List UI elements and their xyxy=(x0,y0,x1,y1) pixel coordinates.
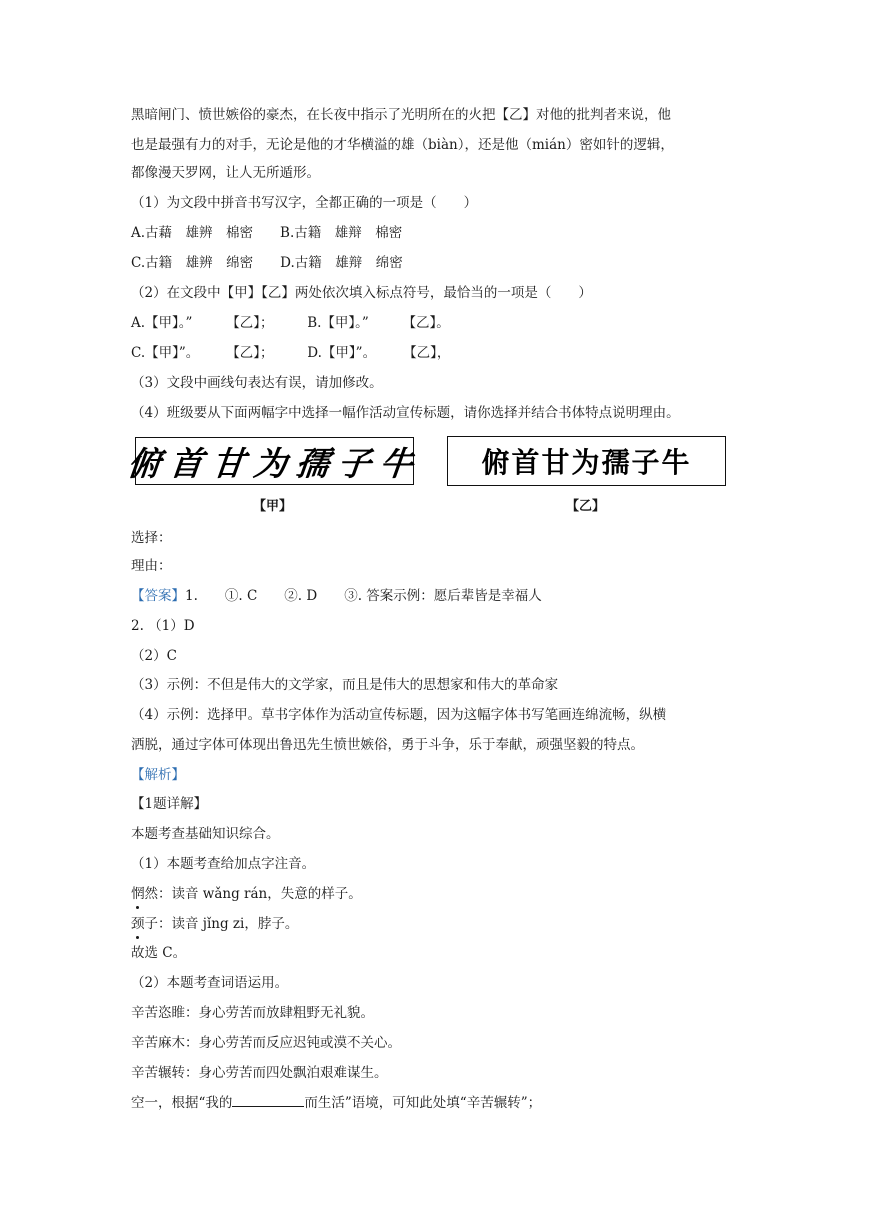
calligraphy-text: 俯首甘为孺子牛 xyxy=(481,446,692,479)
reason-label: 理由： xyxy=(131,558,172,574)
question-4-stem: （4）班级要从下面两幅字中选择一幅作活动宣传标题，请你选择并结合书体特点说明理由。 xyxy=(131,405,680,421)
fill-blank xyxy=(232,1094,304,1107)
passage-line: 黑暗闸门、愤世嫉俗的豪杰，在长夜中指示了光明所在的火把【乙】对他的批判者来说，他 xyxy=(131,107,671,123)
dotted-char: 颈 xyxy=(131,916,145,932)
answer-line: （3）示例：不但是伟大的文学家，而且是伟大的思想家和伟大的革命家 xyxy=(131,677,559,693)
choose-label: 选择： xyxy=(131,530,172,546)
analysis-line: （2）本题考查词语运用。 xyxy=(131,975,289,991)
question-stem: （1）为文段中拼音书写汉字，全都正确的一项是（ ） xyxy=(131,195,478,211)
answer-line: （4）示例：选择甲。草书字体作为活动宣传标题，因为这幅字体书写笔画连绵流畅，纵横 xyxy=(131,707,667,723)
analysis-line: 故选 C。 xyxy=(131,945,187,961)
analysis-line: 辛苦麻木：身心劳苦而反应迟钝或漠不关心。 xyxy=(131,1035,401,1051)
passage-line: 也是最强有力的对手，无论是他的才华横溢的雄（biàn），还是他（mián）密如针的逻辑， xyxy=(131,137,674,153)
question-options: C.古籍 雄辨 绵密 D.古籍 雄辩 绵密 xyxy=(131,255,403,271)
calligraphy-block-image xyxy=(447,436,726,486)
analysis-line: 辛苦恣睢：身心劳苦而放肆粗野无礼貌。 xyxy=(131,1005,374,1021)
answer-line: 2. （1）D xyxy=(131,618,195,634)
answer-line: 洒脱，通过字体可体现出鲁迅先生愤世嫉俗，勇于斗争，乐于奉献，顽强坚毅的特点。 xyxy=(131,737,644,753)
analysis-line: （1）本题考查给加点字注音。 xyxy=(131,856,316,872)
caption-jia: 【甲】 xyxy=(253,499,293,514)
calligraphy-cursive-image xyxy=(125,437,424,485)
answer-line xyxy=(131,587,542,605)
answer-text: 1. ①. C ②. D ③. 答案示例：愿后辈皆是幸福人 xyxy=(185,588,542,604)
analysis-line: 惘然：读音 wǎng rán，失意的样子。 xyxy=(131,886,362,902)
analysis-line: 空一，根据“我的 而生活”语境，可知此处填“辛苦辗转”； xyxy=(131,1095,542,1111)
analysis-line: 颈子：读音 jǐng zi，脖子。 xyxy=(131,916,299,932)
question-options: C.【甲】”。 【乙】； D.【甲】”。 【乙】， xyxy=(131,345,451,361)
analysis-line: 辛苦辗转：身心劳苦而四处飘泊艰难谋生。 xyxy=(131,1065,388,1081)
passage-line: 都像漫天罗网，让人无所遁形。 xyxy=(131,165,320,181)
question-options: A.【甲】。” 【乙】； B.【甲】。” 【乙】。 xyxy=(131,315,450,331)
answer-line: （2）C xyxy=(131,648,177,664)
question-3-stem: （3）文段中画线句表达有误，请加修改。 xyxy=(131,375,383,391)
analysis-line: 本题考查基础知识综合。 xyxy=(131,826,280,842)
question-options: A.古藉 雄辨 棉密 B.古籍 雄辩 棉密 xyxy=(131,225,403,241)
caption-yi: 【乙】 xyxy=(566,499,606,514)
answer-tag: 【答案】 xyxy=(131,588,185,604)
dotted-char: 惘 xyxy=(131,886,145,902)
calligraphy-text: 俯首甘为孺子牛 xyxy=(125,443,424,483)
question-stem: （2）在文段中【甲】【乙】两处依次填入标点符号，最恰当的一项是（ ） xyxy=(131,285,592,301)
detail-tag: 【1题详解】 xyxy=(131,796,208,812)
analysis-tag: 【解析】 xyxy=(131,767,185,783)
